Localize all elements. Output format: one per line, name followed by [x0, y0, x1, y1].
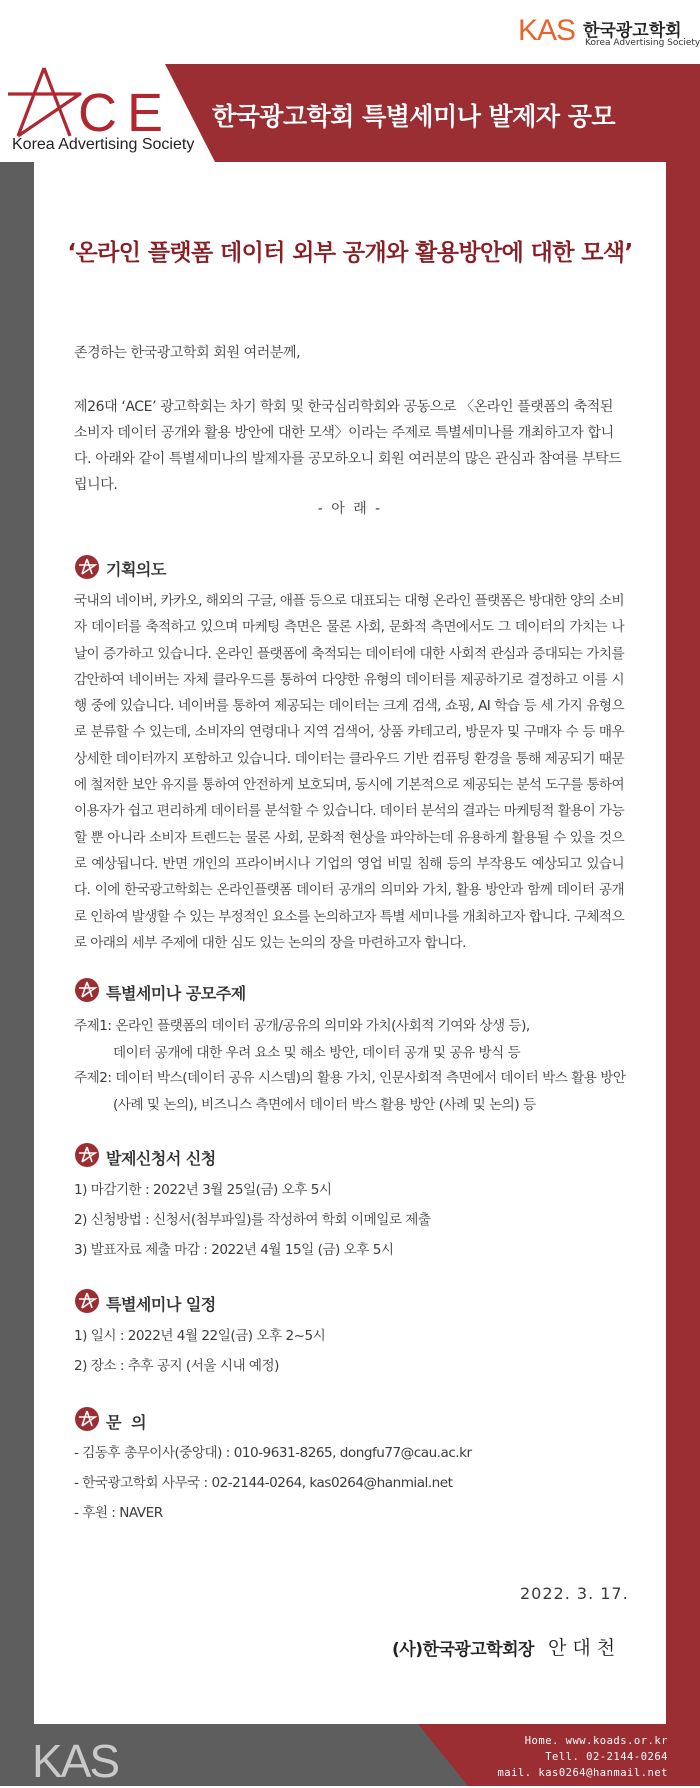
- topic-1-line-2: 데이터 공개에 대한 우려 요소 및 해소 방안, 데이터 공개 및 공유 방식 등: [113, 1045, 521, 1061]
- document-date: 2022. 3. 17.: [520, 1584, 629, 1603]
- contact-item: - 후원 : NAVER: [74, 1505, 163, 1521]
- ace-badge-icon: [74, 1406, 100, 1432]
- topic-1-line-1: 주제1: 온라인 플랫폼의 데이터 공개/공유의 의미와 가치(사회적 기여와 상생 등),: [74, 1018, 530, 1034]
- section-title-topics: 특별세미나 공모주제: [106, 984, 246, 1003]
- left-gray-bar: [0, 160, 34, 1750]
- footer-kas-logo: KAS: [32, 1735, 119, 1787]
- application-item: 1) 마감기한 : 2022년 3월 25일(금) 오후 5시: [74, 1182, 332, 1198]
- ace-badge-icon: [74, 977, 100, 1003]
- ace-logo-subtitle: Korea Advertising Society: [12, 136, 195, 153]
- document-title: ‘온라인 플랫폼 데이터 외부 공개와 활용방안에 대한 모색’: [67, 240, 633, 266]
- section-title-schedule: 특별세미나 일정: [106, 1295, 216, 1314]
- right-red-bar: [666, 160, 700, 1750]
- application-item: 3) 발표자료 제출 마감 : 2022년 4월 15일 (금) 오후 5시: [74, 1242, 394, 1258]
- footer-tel: Tell. 02-2144-0264: [545, 1751, 668, 1763]
- greeting: 존경하는 한국광고학회 회원 여러분께,: [74, 345, 301, 361]
- ace-badge-icon: [74, 1142, 100, 1168]
- contact-item: - 한국광고학회 사무국 : 02-2144-0264, kas0264@hanmial.net: [74, 1475, 453, 1491]
- kas-name-en: Korea Advertising Society: [585, 38, 700, 48]
- ace-logo-ce: CE: [78, 83, 174, 143]
- contact-item: - 김동후 총무이사(중앙대) : 010-9631-8265, dongfu77@cau.ac.kr: [74, 1445, 472, 1461]
- kas-name-ko: 한국광고학회: [583, 21, 682, 41]
- below-marker: - 아 래 -: [317, 501, 383, 517]
- topic-2-line-2: (사례 및 논의), 비즈니스 측면에서 데이터 박스 활용 방안 (사례 및 논의) 등: [113, 1097, 536, 1113]
- section-title-contact: 문 의: [106, 1413, 147, 1432]
- application-item: 2) 신청방법 : 신청서(첨부파일)를 작성하여 학회 이메일로 제출: [74, 1212, 431, 1228]
- banner-title: 한국광고학회 특별세미나 발제자 공모: [212, 102, 616, 131]
- ace-badge-icon: [74, 1288, 100, 1314]
- ace-badge-icon: [74, 554, 100, 580]
- schedule-item: 2) 장소 : 추후 공지 (서울 시내 예정): [74, 1358, 279, 1374]
- intro-paragraph: 제26대 ‘ACE’ 광고학회는 차기 학회 및 한국심리학회와 공동으로 〈온라인 플랫폼의 축적된 소비자 데이터 공개와 활용 방안에 대한 모색〉이라는 주제로 특별세미나를 개최하고자 합니다. 아래와 같이 특별세미나의 발제자를 공모하오니 회원 여러분의 많은 관심과 참여를 부탁드립니다.: [74, 399, 622, 493]
- kas-logo-letters: KAS: [518, 14, 576, 47]
- schedule-item: 1) 일시 : 2022년 4월 22일(금) 오후 2~5시: [74, 1328, 326, 1344]
- purpose-paragraph: 국내의 네이버, 카카오, 해외의 구글, 애플 등으로 대표되는 대형 온라인 플랫폼은 방대한 양의 소비자 데이터를 축적하고 있으며 마케팅 측면은 물론 사회, 문화적 측면에서도 그 데이터의 가치는 나날이 증가하고 있습니다. 온라인 플랫폼에 축적되는 데이터에 대한 사회적 관심과 증대되는 가치를 감안하여 네이버는 자체 클라우드를 통하여 다양한 유형의 데이터를 제공하기로 결정하고 이를 시행 중에 있습니다. 네이버를 통하여 제공되는 데이터는 크게 검색, 쇼핑, AI 학습 등 세 가지 유형으로 분류할 수 있는데, 소비자의 연령대나 지역 검색어, 상품 카테고리, 방문자 및 구매자 수 등 매우 상세한 데이터까지 포함하고 있습니다. 데이터는 클라우드 기반 컴퓨팅 환경을 통해 제공되기 때문에 철저한 보안 유지를 통하여 안전하게 보호되며, 동시에 기본적으로 제공되는 분석 도구를 통하여 이용자가 쉽고 편리하게 데이터를 분석할 수 있습니다. 데이터 분석의 결과는 마케팅적 활용이 가능할 뿐 아니라 소비자 트렌드는 물론 사회, 문화적 현상을 파악하는데 유용하게 활용될 수 있을 것으로 예상됩니다. 반면 개인의 프라이버시나 기업의 영업 비밀 침해 등의 부작용도 예상되고 있습니다. 이에 한국광고학회는 온라인플랫폼 데이터 공개의 의미와 가치, 활용 방안과 함께 데이터 공개로 인하여 발생할 수 있는 부정적인 요소를 논의하고자 특별 세미나를 개최하고자 합니다. 구체적으로 아래의 세부 주제에 대한 심도 있는 논의의 장을 마련하고자 합니다.: [74, 593, 624, 951]
- signer-name: 안대천: [548, 1637, 622, 1659]
- signer-organization: (사)한국광고학회장: [392, 1640, 534, 1660]
- section-title-purpose: 기획의도: [106, 560, 166, 579]
- section-title-application: 발제신청서 신청: [106, 1149, 216, 1168]
- footer-home: Home. www.koads.or.kr: [524, 1735, 668, 1747]
- topic-2-line-1: 주제2: 데이터 박스(데이터 공유 시스템)의 활용 가치, 인문사회적 측면에서 데이터 박스 활용 방안: [74, 1070, 626, 1086]
- footer-mail: mail. kas0264@hanmail.net: [497, 1767, 668, 1779]
